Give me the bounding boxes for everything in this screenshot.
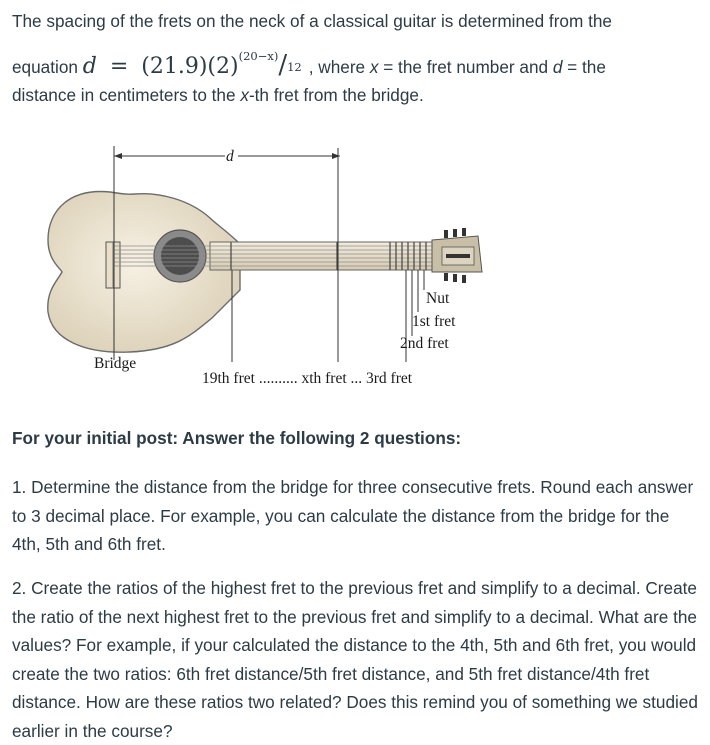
equation-slash: / <box>278 50 288 80</box>
intro-x: x <box>369 57 379 77</box>
equation-exponent-denominator: 12 <box>287 60 302 74</box>
equation-var-d: d <box>82 54 97 79</box>
intro-line-1: The spacing of the frets on the neck of a classical guitar is determined from the <box>12 11 612 31</box>
intro-d: d <box>552 57 563 77</box>
intro-suffix-a: , where <box>308 57 370 77</box>
intro-line-3-x: x <box>240 85 249 105</box>
intro-suffix-c: = the <box>562 57 606 77</box>
guitar-body <box>48 192 240 353</box>
question-1: 1. Determine the distance from the bridge for three consecutive frets. Round each answer to 3 decimal place. For example, you can calculate the distance from the bridge for the 4th, 5th and 6th fret. <box>12 477 694 554</box>
intro-line-3-a: distance in centimeters to the <box>12 85 241 105</box>
bridge-label: Bridge <box>94 355 137 372</box>
equation-prefix: equation <box>12 57 78 77</box>
intro-line-3-b: -th fret from the bridge. <box>248 85 424 105</box>
intro-line-3 <box>12 82 702 108</box>
equation-equals: = <box>109 54 129 79</box>
d-label: d <box>226 148 234 165</box>
equation-base: (21.9)(2) <box>141 54 239 79</box>
headstock <box>432 228 482 283</box>
distance-d-indicator <box>114 146 340 170</box>
second-fret-label: 2nd fret <box>400 335 449 352</box>
sound-hole <box>161 237 199 275</box>
nut-label: Nut <box>426 290 450 307</box>
intro-line-2 <box>12 48 702 86</box>
guitar-diagram <box>40 140 500 400</box>
question-2: 2. Create the ratios of the highest fret to the previous fret and simplify to a decimal. Create the ratio of the next highest fret to the previous fret and simplify to a decimal. What are the values? For example, if your calculated the distance to the 4th, 5th and 6th fret, you would create the two ratios: 6th fret distance/5th fret distance, and 5th fret distance/4th fret distance. How are these ratios two related? Does this remind you of something we studied earlier in the course? <box>12 578 698 741</box>
intro-suffix-b: = the fret number and <box>378 57 553 77</box>
first-fret-label: 1st fret <box>412 313 456 330</box>
post-heading: For your initial post: Answer the following 2 questions: <box>12 428 462 448</box>
fret-sequence-label: 19th fret .......... xth fret ... 3rd fret <box>202 370 413 387</box>
equation <box>82 49 309 80</box>
equation-exponent-numerator: (20−x) <box>238 49 279 63</box>
